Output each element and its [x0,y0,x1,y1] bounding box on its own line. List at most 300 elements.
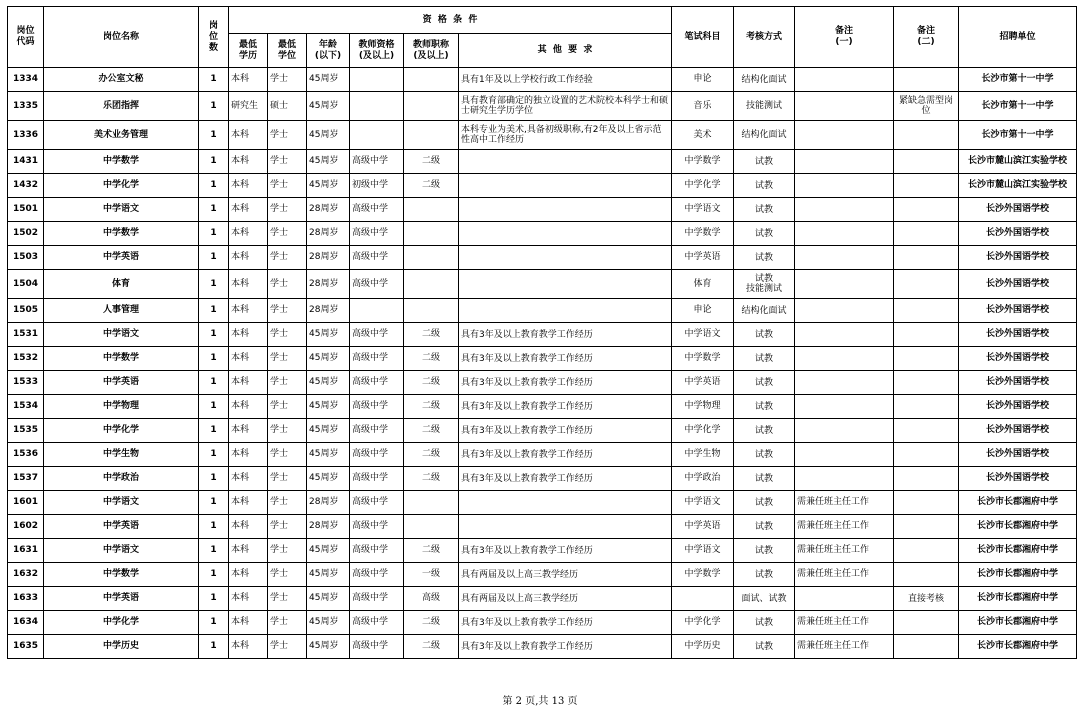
cell-note2 [894,299,959,323]
cell-count: 1 [199,174,229,198]
cell-title: 二级 [404,467,459,491]
table-row [8,323,1077,347]
cell-assess: 试教 [734,539,795,563]
cell-note2 [894,371,959,395]
header-assess: 考核方式 [734,7,795,68]
cell-count: 1 [199,347,229,371]
cell-assess: 试教 [734,491,795,515]
cell-assess: 结构化面试 [734,121,795,150]
cell-title: 二级 [404,150,459,174]
cell-count: 1 [199,443,229,467]
cell-note2: 直接考核 [894,587,959,611]
cell-other: 具有3年及以上教育教学工作经历 [459,467,672,491]
table-header [8,7,1077,68]
cell-note2 [894,174,959,198]
cell-exam: 美术 [672,121,734,150]
cell-name: 中学语文 [44,323,199,347]
cell-code: 1534 [8,395,44,419]
header-cert: 教师资格 (及以上) [350,34,404,68]
cell-assess: 试教 [734,467,795,491]
cell-edu: 本科 [229,150,268,174]
cell-note2 [894,68,959,92]
cell-title: 二级 [404,635,459,659]
cell-name: 中学生物 [44,443,199,467]
cell-other: 具有3年及以上教育教学工作经历 [459,323,672,347]
cell-name: 中学语文 [44,198,199,222]
cell-other [459,299,672,323]
cell-exam: 中学语文 [672,198,734,222]
cell-note2 [894,270,959,299]
cell-age: 45周岁 [307,174,350,198]
cell-count: 1 [199,198,229,222]
table-body [8,68,1077,659]
cell-age: 28周岁 [307,491,350,515]
table-row [8,92,1077,121]
cell-code: 1532 [8,347,44,371]
cell-cert [350,92,404,121]
cell-age: 45周岁 [307,467,350,491]
cell-age: 28周岁 [307,299,350,323]
cell-age: 45周岁 [307,92,350,121]
cell-other: 具有教育部确定的独立设置的艺术院校本科学士和硕士研究生学历学位 [459,92,672,121]
cell-degree: 学士 [268,222,307,246]
cell-age: 28周岁 [307,222,350,246]
cell-title [404,121,459,150]
cell-age: 28周岁 [307,246,350,270]
header-note1: 备注 (一) [795,7,894,68]
cell-edu: 本科 [229,443,268,467]
cell-note2 [894,419,959,443]
table-row [8,539,1077,563]
cell-degree: 学士 [268,467,307,491]
cell-count: 1 [199,419,229,443]
table-row [8,467,1077,491]
cell-cert: 高级中学 [350,539,404,563]
cell-edu: 本科 [229,174,268,198]
cell-note1: 需兼任班主任工作 [795,563,894,587]
cell-code: 1432 [8,174,44,198]
cell-code: 1336 [8,121,44,150]
cell-edu: 本科 [229,491,268,515]
table-row [8,121,1077,150]
cell-code: 1504 [8,270,44,299]
cell-note1 [795,270,894,299]
cell-assess: 试教 [734,611,795,635]
table-row [8,222,1077,246]
cell-unit: 长沙市长郡湘府中学 [959,563,1077,587]
cell-title [404,299,459,323]
cell-assess: 试教 [734,515,795,539]
cell-code: 1601 [8,491,44,515]
table-row [8,443,1077,467]
cell-cert: 高级中学 [350,635,404,659]
cell-unit: 长沙外国语学校 [959,371,1077,395]
cell-count: 1 [199,150,229,174]
cell-count: 1 [199,222,229,246]
cell-exam: 中学数学 [672,222,734,246]
cell-name: 中学语文 [44,491,199,515]
cell-cert: 高级中学 [350,515,404,539]
cell-other [459,174,672,198]
cell-edu: 本科 [229,371,268,395]
cell-note1 [795,587,894,611]
cell-edu: 本科 [229,347,268,371]
cell-age: 45周岁 [307,587,350,611]
cell-age: 45周岁 [307,539,350,563]
cell-title [404,491,459,515]
cell-edu: 本科 [229,323,268,347]
table-row [8,174,1077,198]
cell-other: 具有3年及以上教育教学工作经历 [459,611,672,635]
cell-note2 [894,515,959,539]
cell-code: 1631 [8,539,44,563]
cell-unit: 长沙市第十一中学 [959,68,1077,92]
cell-age: 28周岁 [307,198,350,222]
cell-note1 [795,299,894,323]
cell-edu: 本科 [229,467,268,491]
cell-code: 1501 [8,198,44,222]
table-row [8,395,1077,419]
cell-title: 二级 [404,174,459,198]
cell-count: 1 [199,371,229,395]
table-row [8,563,1077,587]
cell-degree: 学士 [268,371,307,395]
cell-count: 1 [199,246,229,270]
cell-cert: 初级中学 [350,174,404,198]
cell-unit: 长沙市长郡湘府中学 [959,635,1077,659]
cell-name: 中学化学 [44,174,199,198]
cell-code: 1537 [8,467,44,491]
cell-other: 具有3年及以上教育教学工作经历 [459,443,672,467]
cell-degree: 学士 [268,419,307,443]
cell-edu: 本科 [229,121,268,150]
cell-exam: 中学数学 [672,563,734,587]
cell-name: 中学数学 [44,222,199,246]
cell-other [459,270,672,299]
cell-code: 1632 [8,563,44,587]
cell-note2 [894,635,959,659]
cell-exam: 申论 [672,299,734,323]
cell-exam: 中学语文 [672,491,734,515]
cell-cert: 高级中学 [350,587,404,611]
cell-edu: 本科 [229,68,268,92]
cell-note1 [795,246,894,270]
cell-edu: 本科 [229,246,268,270]
cell-unit: 长沙外国语学校 [959,443,1077,467]
table-row [8,198,1077,222]
cell-cert: 高级中学 [350,222,404,246]
cell-other [459,150,672,174]
cell-note1 [795,92,894,121]
cell-exam: 中学化学 [672,611,734,635]
cell-degree: 学士 [268,270,307,299]
cell-exam: 中学英语 [672,515,734,539]
cell-degree: 学士 [268,443,307,467]
cell-count: 1 [199,587,229,611]
cell-note2 [894,150,959,174]
cell-degree: 学士 [268,587,307,611]
cell-other: 具有3年及以上教育教学工作经历 [459,635,672,659]
cell-cert: 高级中学 [350,467,404,491]
cell-name: 中学政治 [44,467,199,491]
cell-unit: 长沙市麓山滨江实验学校 [959,174,1077,198]
cell-note1 [795,443,894,467]
cell-note2 [894,539,959,563]
cell-note2 [894,198,959,222]
cell-unit: 长沙外国语学校 [959,395,1077,419]
cell-cert [350,121,404,150]
table-row [8,419,1077,443]
cell-exam [672,587,734,611]
cell-code: 1334 [8,68,44,92]
cell-edu: 本科 [229,635,268,659]
cell-note1: 需兼任班主任工作 [795,611,894,635]
cell-assess: 试教 [734,174,795,198]
cell-edu: 本科 [229,419,268,443]
cell-other: 具有两届及以上高三教学经历 [459,563,672,587]
cell-count: 1 [199,299,229,323]
cell-unit: 长沙市长郡湘府中学 [959,539,1077,563]
header-qualifications: 资 格 条 件 [229,7,672,34]
header-code: 岗位 代码 [8,7,44,68]
cell-edu: 本科 [229,198,268,222]
cell-exam: 中学英语 [672,371,734,395]
cell-cert: 高级中学 [350,270,404,299]
cell-code: 1531 [8,323,44,347]
cell-note1 [795,371,894,395]
cell-title [404,270,459,299]
cell-edu: 本科 [229,395,268,419]
cell-count: 1 [199,121,229,150]
header-other: 其 他 要 求 [459,34,672,68]
cell-code: 1505 [8,299,44,323]
cell-title [404,246,459,270]
table-row [8,515,1077,539]
cell-edu: 本科 [229,299,268,323]
cell-title: 二级 [404,323,459,347]
cell-age: 45周岁 [307,395,350,419]
cell-note2 [894,467,959,491]
cell-degree: 学士 [268,198,307,222]
cell-note1 [795,467,894,491]
cell-title: 二级 [404,347,459,371]
cell-name: 中学历史 [44,635,199,659]
cell-degree: 学士 [268,68,307,92]
cell-unit: 长沙外国语学校 [959,323,1077,347]
cell-name: 中学英语 [44,515,199,539]
cell-other: 具有1年及以上学校行政工作经验 [459,68,672,92]
cell-cert [350,299,404,323]
cell-name: 办公室文秘 [44,68,199,92]
cell-note2 [894,246,959,270]
cell-cert: 高级中学 [350,395,404,419]
cell-exam: 中学历史 [672,635,734,659]
table-row [8,299,1077,323]
cell-assess: 试教 [734,347,795,371]
cell-note2: 紧缺急需型岗位 [894,92,959,121]
cell-other: 具有3年及以上教育教学工作经历 [459,539,672,563]
cell-title: 二级 [404,371,459,395]
table-row [8,270,1077,299]
cell-unit: 长沙市长郡湘府中学 [959,587,1077,611]
cell-unit: 长沙外国语学校 [959,299,1077,323]
table-row [8,635,1077,659]
cell-count: 1 [199,515,229,539]
recruitment-table [7,6,1077,659]
cell-exam: 中学语文 [672,539,734,563]
cell-note2 [894,563,959,587]
cell-count: 1 [199,467,229,491]
cell-note2 [894,222,959,246]
table-row [8,347,1077,371]
cell-exam: 中学数学 [672,150,734,174]
cell-note1 [795,68,894,92]
cell-unit: 长沙市第十一中学 [959,92,1077,121]
cell-unit: 长沙外国语学校 [959,467,1077,491]
cell-exam: 申论 [672,68,734,92]
cell-edu: 本科 [229,587,268,611]
cell-unit: 长沙市长郡湘府中学 [959,611,1077,635]
cell-cert: 高级中学 [350,150,404,174]
table-row [8,68,1077,92]
cell-title: 二级 [404,395,459,419]
cell-name: 中学化学 [44,611,199,635]
cell-age: 45周岁 [307,419,350,443]
cell-assess: 试教 技能测试 [734,270,795,299]
cell-assess: 试教 [734,443,795,467]
cell-code: 1602 [8,515,44,539]
cell-assess: 试教 [734,563,795,587]
cell-unit: 长沙外国语学校 [959,246,1077,270]
cell-code: 1635 [8,635,44,659]
header-name: 岗位名称 [44,7,199,68]
cell-exam: 中学物理 [672,395,734,419]
cell-assess: 结构化面试 [734,68,795,92]
cell-code: 1335 [8,92,44,121]
cell-degree: 学士 [268,539,307,563]
cell-other [459,515,672,539]
cell-name: 人事管理 [44,299,199,323]
cell-degree: 学士 [268,150,307,174]
cell-cert: 高级中学 [350,491,404,515]
cell-title: 二级 [404,611,459,635]
cell-other: 具有3年及以上教育教学工作经历 [459,347,672,371]
cell-note2 [894,395,959,419]
table-row [8,150,1077,174]
cell-title: 二级 [404,539,459,563]
cell-code: 1431 [8,150,44,174]
cell-age: 45周岁 [307,150,350,174]
cell-exam: 中学语文 [672,323,734,347]
recruitment-table-sheet [7,6,1077,659]
cell-cert: 高级中学 [350,443,404,467]
table-row [8,371,1077,395]
cell-title [404,68,459,92]
cell-assess: 试教 [734,222,795,246]
cell-other: 本科专业为美术,具备初级职称,有2年及以上省示范性高中工作经历 [459,121,672,150]
cell-cert: 高级中学 [350,347,404,371]
cell-note2 [894,323,959,347]
cell-code: 1503 [8,246,44,270]
cell-code: 1536 [8,443,44,467]
cell-count: 1 [199,395,229,419]
cell-age: 45周岁 [307,371,350,395]
cell-exam: 中学政治 [672,467,734,491]
cell-name: 乐团指挥 [44,92,199,121]
cell-exam: 中学生物 [672,443,734,467]
cell-count: 1 [199,270,229,299]
cell-note1 [795,198,894,222]
cell-title: 二级 [404,443,459,467]
cell-age: 45周岁 [307,611,350,635]
cell-title [404,515,459,539]
cell-note1 [795,121,894,150]
cell-title: 高级 [404,587,459,611]
header-note2: 备注 (二) [894,7,959,68]
cell-degree: 学士 [268,121,307,150]
cell-title [404,92,459,121]
cell-other: 具有两届及以上高三教学经历 [459,587,672,611]
cell-assess: 结构化面试 [734,299,795,323]
cell-age: 45周岁 [307,68,350,92]
cell-age: 45周岁 [307,121,350,150]
cell-unit: 长沙外国语学校 [959,222,1077,246]
cell-exam: 体育 [672,270,734,299]
cell-cert: 高级中学 [350,419,404,443]
cell-note1 [795,419,894,443]
cell-unit: 长沙市长郡湘府中学 [959,515,1077,539]
cell-edu: 本科 [229,222,268,246]
cell-degree: 学士 [268,347,307,371]
cell-unit: 长沙市麓山滨江实验学校 [959,150,1077,174]
header-edu: 最低 学历 [229,34,268,68]
cell-count: 1 [199,563,229,587]
cell-age: 45周岁 [307,347,350,371]
cell-age: 28周岁 [307,515,350,539]
cell-cert: 高级中学 [350,371,404,395]
header-title: 教师职称 (及以上) [404,34,459,68]
table-row [8,611,1077,635]
cell-unit: 长沙外国语学校 [959,270,1077,299]
cell-cert [350,68,404,92]
cell-other [459,198,672,222]
cell-degree: 硕士 [268,92,307,121]
cell-exam: 中学数学 [672,347,734,371]
cell-edu: 本科 [229,539,268,563]
cell-degree: 学士 [268,515,307,539]
cell-cert: 高级中学 [350,563,404,587]
header-count: 岗 位 数 [199,7,229,68]
cell-degree: 学士 [268,323,307,347]
cell-count: 1 [199,611,229,635]
cell-cert: 高级中学 [350,323,404,347]
cell-name: 中学英语 [44,246,199,270]
table-row [8,246,1077,270]
cell-name: 中学语文 [44,539,199,563]
cell-assess: 试教 [734,371,795,395]
cell-degree: 学士 [268,246,307,270]
cell-code: 1634 [8,611,44,635]
cell-name: 中学英语 [44,371,199,395]
cell-other: 具有3年及以上教育教学工作经历 [459,419,672,443]
cell-note1 [795,174,894,198]
cell-other [459,491,672,515]
cell-count: 1 [199,635,229,659]
table-row [8,587,1077,611]
cell-name: 体育 [44,270,199,299]
cell-age: 45周岁 [307,323,350,347]
cell-note1 [795,323,894,347]
